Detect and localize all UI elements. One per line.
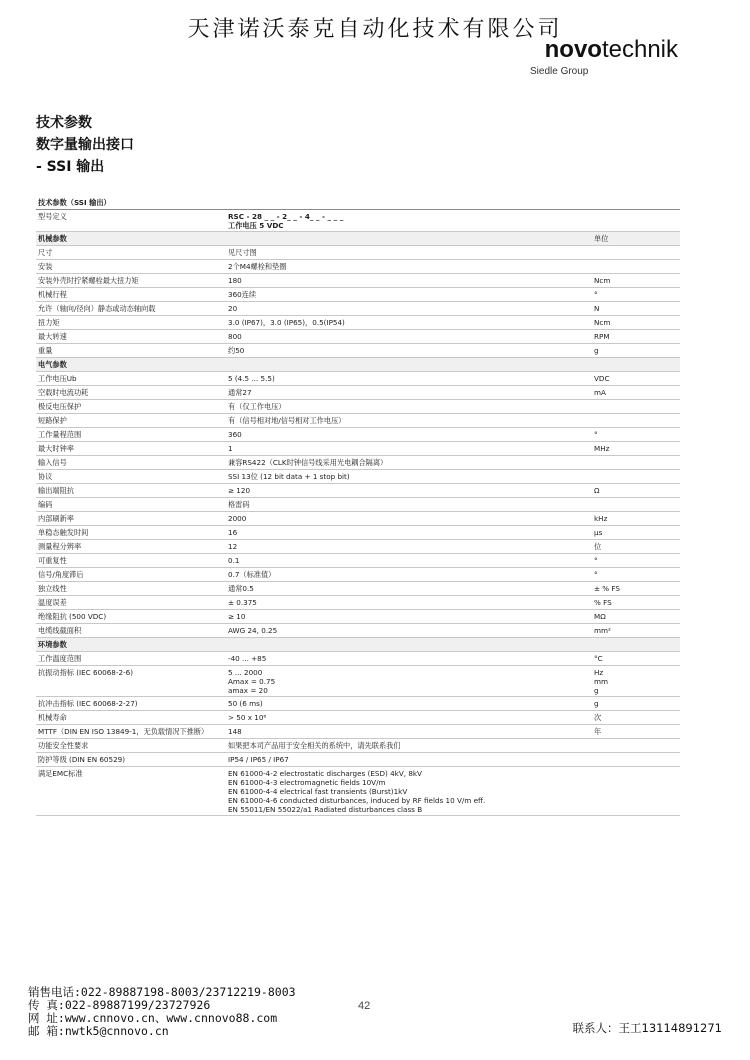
param-name: 协议 bbox=[38, 472, 53, 481]
param-value: 360连续 bbox=[228, 290, 257, 299]
param-unit: Ncm bbox=[594, 318, 611, 327]
footer-sales: 销售电话:022-89887198-8003/23712219-8003 bbox=[28, 985, 296, 999]
param-name: 功能安全性要求 bbox=[38, 741, 89, 750]
title-line-2: 数字量输出接口 bbox=[36, 137, 134, 153]
param-unit: µs bbox=[594, 528, 603, 537]
table-row bbox=[36, 739, 680, 753]
table-row bbox=[36, 624, 680, 638]
footer-web: 网 址:www.cnnovo.cn、www.cnnovo88.com bbox=[28, 1011, 278, 1025]
param-value: 5 ... 2000 Amax = 0.75 amax = 20 bbox=[228, 668, 276, 695]
param-unit: 次 bbox=[594, 713, 602, 722]
param-unit bbox=[592, 767, 680, 815]
param-name: 信号/角度滞后 bbox=[38, 570, 84, 579]
param-value: 148 bbox=[228, 727, 242, 736]
table-row bbox=[36, 512, 680, 526]
param-value: 5 (4.5 ... 5.5) bbox=[228, 374, 275, 383]
page-number: 42 bbox=[358, 1000, 371, 1012]
param-unit: ° bbox=[594, 570, 598, 579]
table-row bbox=[36, 697, 680, 711]
param-unit: MHz bbox=[594, 444, 610, 453]
table-row bbox=[36, 711, 680, 725]
param-value: 见尺寸图 bbox=[228, 248, 257, 257]
table-body bbox=[36, 232, 680, 816]
table-row bbox=[36, 610, 680, 624]
param-unit: g bbox=[594, 346, 599, 355]
param-name: 测量程分辨率 bbox=[38, 542, 82, 551]
param-name: MTTF（DIN EN ISO 13849-1，无负载情况下推断） bbox=[38, 727, 209, 736]
param-unit: mA bbox=[594, 388, 606, 397]
param-unit: °C bbox=[594, 654, 603, 663]
param-unit: % FS bbox=[594, 598, 612, 607]
param-unit: g bbox=[594, 699, 599, 708]
param-name: 扭力矩 bbox=[38, 318, 60, 327]
table-row bbox=[36, 484, 680, 498]
param-value: 格雷码 bbox=[228, 500, 250, 509]
param-value: 2000 bbox=[228, 514, 247, 523]
param-name: 机械参数 bbox=[38, 234, 67, 243]
page-title bbox=[36, 112, 134, 178]
param-unit: mm² bbox=[594, 626, 611, 635]
table-row bbox=[36, 540, 680, 554]
param-value: EN 61000-4-2 electrostatic discharges (ESD) 4kV, 8kV EN 61000-4-3 electromagnetic fields 10V/m EN 61000-4-4 electrical fast transients (Burst)1kV EN 61000-4-6 conducted disturbances, induced by RF fields 10 V/m eff. EN 55011/EN 55022/a1 Radiated disturbances class B bbox=[228, 769, 486, 814]
table-row bbox=[36, 568, 680, 582]
param-unit: MΩ bbox=[594, 612, 606, 621]
table-row bbox=[36, 302, 680, 316]
param-value: 16 bbox=[228, 528, 238, 537]
contact-person: 联系人：王工13114891271 bbox=[572, 1021, 722, 1035]
table-row bbox=[36, 666, 680, 697]
param-value: -40 ... +85 bbox=[228, 654, 267, 663]
table-row bbox=[36, 526, 680, 540]
param-name: 单稳态触发时间 bbox=[38, 528, 89, 537]
table-row bbox=[36, 725, 680, 739]
logo-bold-text: novo bbox=[544, 36, 602, 63]
param-name: 工作温度范围 bbox=[38, 654, 82, 663]
param-name: 温度误差 bbox=[38, 598, 67, 607]
param-value: 兼容RS422（CLK时钟信号线采用光电耦合隔离） bbox=[228, 458, 388, 467]
table-caption-row bbox=[36, 196, 680, 210]
param-value bbox=[226, 232, 592, 245]
param-value: 1 bbox=[228, 444, 233, 453]
table-row bbox=[36, 246, 680, 260]
param-unit: Ω bbox=[594, 486, 600, 495]
param-name: 防护等级 (DIN EN 60529) bbox=[38, 755, 126, 764]
param-name: 空载时电流功耗 bbox=[38, 388, 89, 397]
param-name: 最大转速 bbox=[38, 332, 67, 341]
param-unit: 位 bbox=[594, 542, 602, 551]
param-unit: Ncm bbox=[594, 276, 611, 285]
param-unit: ° bbox=[594, 556, 598, 565]
param-unit bbox=[592, 246, 680, 259]
company-name: 天津诺沃泰克自动化技术有限公司 bbox=[187, 17, 563, 42]
table-row bbox=[36, 428, 680, 442]
param-name: 绝缘阻抗 (500 VDC) bbox=[38, 612, 107, 621]
table-row bbox=[36, 470, 680, 484]
param-value: 通常0.5 bbox=[228, 584, 254, 593]
param-value: 50 (6 ms) bbox=[228, 699, 263, 708]
table-row bbox=[36, 498, 680, 512]
param-unit: ± % FS bbox=[594, 584, 620, 593]
param-unit bbox=[592, 753, 680, 766]
param-value: ≥ 10 bbox=[228, 612, 246, 621]
param-name: 允许（轴向/径向）静态或动态轴向载 bbox=[38, 304, 156, 313]
param-unit bbox=[592, 358, 680, 371]
param-unit: Hz mm g bbox=[594, 668, 609, 695]
table-row bbox=[36, 582, 680, 596]
param-value: 3.0 (IP67)，3.0 (IP65)，0.5(IP54) bbox=[228, 318, 345, 327]
param-value bbox=[226, 638, 592, 651]
param-unit bbox=[592, 470, 680, 483]
spec-table bbox=[36, 196, 680, 816]
param-value: ± 0.375 bbox=[228, 598, 257, 607]
table-row bbox=[36, 260, 680, 274]
param-value: 有（信号相对地/信号相对工作电压） bbox=[228, 416, 346, 425]
param-unit bbox=[592, 498, 680, 511]
section-row bbox=[36, 358, 680, 372]
param-value: 12 bbox=[228, 542, 238, 551]
param-name: 短路保护 bbox=[38, 416, 67, 425]
param-name: 重量 bbox=[38, 346, 53, 355]
param-name: 独立线性 bbox=[38, 584, 67, 593]
param-value: IP54 / IP65 / IP67 bbox=[228, 755, 289, 764]
param-value: SSI 13位 (12 bit data + 1 stop bit) bbox=[228, 472, 350, 481]
param-name: 输出端阻抗 bbox=[38, 486, 74, 495]
param-unit bbox=[592, 456, 680, 469]
model-code: RSC - 28 _ _ - 2_ _ - 4_ _ - _ _ _ bbox=[228, 212, 344, 221]
param-unit: VDC bbox=[594, 374, 610, 383]
param-name: 满足EMC标准 bbox=[38, 769, 83, 778]
param-value: 800 bbox=[228, 332, 242, 341]
param-unit: 单位 bbox=[594, 234, 609, 243]
param-value: 有（仅工作电压） bbox=[228, 402, 286, 411]
model-value bbox=[226, 210, 592, 231]
table-row bbox=[36, 767, 680, 816]
param-name: 编码 bbox=[38, 500, 53, 509]
novotechnik-logo bbox=[545, 38, 678, 62]
param-name: 电气参数 bbox=[38, 360, 67, 369]
title-line-1: 技术参数 bbox=[36, 115, 92, 131]
param-name: 机械行程 bbox=[38, 290, 67, 299]
param-unit: ° bbox=[594, 430, 598, 439]
param-name: 最大时钟率 bbox=[38, 444, 74, 453]
param-unit: 年 bbox=[594, 727, 602, 736]
param-unit bbox=[592, 638, 680, 651]
param-name: 可重复性 bbox=[38, 556, 67, 565]
table-row bbox=[36, 344, 680, 358]
param-value: 约50 bbox=[228, 346, 245, 355]
table-row bbox=[36, 596, 680, 610]
param-value: 0.1 bbox=[228, 556, 240, 565]
param-unit bbox=[592, 739, 680, 752]
table-row bbox=[36, 414, 680, 428]
param-name: 电缆线截面积 bbox=[38, 626, 82, 635]
param-name: 极反电压保护 bbox=[38, 402, 82, 411]
param-unit: kHz bbox=[594, 514, 608, 523]
param-value: 20 bbox=[228, 304, 238, 313]
param-name: 输入信号 bbox=[38, 458, 67, 467]
table-row bbox=[36, 386, 680, 400]
table-row bbox=[36, 372, 680, 386]
param-name: 内部刷新率 bbox=[38, 514, 74, 523]
logo-rest-text: technik bbox=[601, 36, 678, 63]
param-unit: RPM bbox=[594, 332, 610, 341]
param-name: 安装 bbox=[38, 262, 53, 271]
param-value: ≥ 120 bbox=[228, 486, 251, 495]
param-value: AWG 24, 0.25 bbox=[228, 626, 278, 635]
logo-subtitle: Siedle Group bbox=[530, 66, 589, 77]
param-unit: ° bbox=[594, 290, 598, 299]
table-row bbox=[36, 753, 680, 767]
model-row bbox=[36, 210, 680, 232]
param-unit bbox=[592, 400, 680, 413]
table-row bbox=[36, 330, 680, 344]
param-value: 0.7（标准值） bbox=[228, 570, 276, 579]
section-row bbox=[36, 638, 680, 652]
footer-email: 邮 箱:nwtk5@cnnovo.cn bbox=[28, 1024, 169, 1038]
param-name: 环境参数 bbox=[38, 640, 67, 649]
table-caption: 技术参数（SSI 输出） bbox=[38, 198, 111, 207]
model-label: 型号定义 bbox=[38, 212, 67, 221]
table-row bbox=[36, 316, 680, 330]
param-name: 机械寿命 bbox=[38, 713, 67, 722]
model-voltage: 工作电压 5 VDC bbox=[228, 221, 284, 230]
table-row bbox=[36, 288, 680, 302]
param-value: 通常27 bbox=[228, 388, 252, 397]
title-line-3: - SSI 输出 bbox=[36, 159, 105, 175]
section-row bbox=[36, 232, 680, 246]
param-name: 安装外壳时拧紧螺栓最大扭力矩 bbox=[38, 276, 139, 285]
table-row bbox=[36, 274, 680, 288]
param-name: 工作量程范围 bbox=[38, 430, 82, 439]
param-value: > 50 x 10⁶ bbox=[228, 713, 267, 722]
param-value: 360 bbox=[228, 430, 242, 439]
footer-fax: 传 真:022-89887199/23727926 bbox=[28, 998, 211, 1012]
param-unit bbox=[592, 414, 680, 427]
table-row bbox=[36, 652, 680, 666]
table-row bbox=[36, 442, 680, 456]
param-name: 工作电压Ub bbox=[38, 374, 77, 383]
param-unit: N bbox=[594, 304, 600, 313]
param-value: 如果把本司产品用于安全相关的系统中，请先联系我们 bbox=[228, 741, 401, 750]
param-value: 2个M4螺栓和垫圈 bbox=[228, 262, 287, 271]
table-row bbox=[36, 456, 680, 470]
param-unit bbox=[592, 260, 680, 273]
table-row bbox=[36, 400, 680, 414]
param-value bbox=[226, 358, 592, 371]
param-name: 尺寸 bbox=[38, 248, 53, 257]
param-name: 抗振动指标 (IEC 60068-2-6) bbox=[38, 668, 133, 677]
param-value: 180 bbox=[228, 276, 242, 285]
param-name: 抗冲击指标 (IEC 60068-2-27) bbox=[38, 699, 138, 708]
table-row bbox=[36, 554, 680, 568]
